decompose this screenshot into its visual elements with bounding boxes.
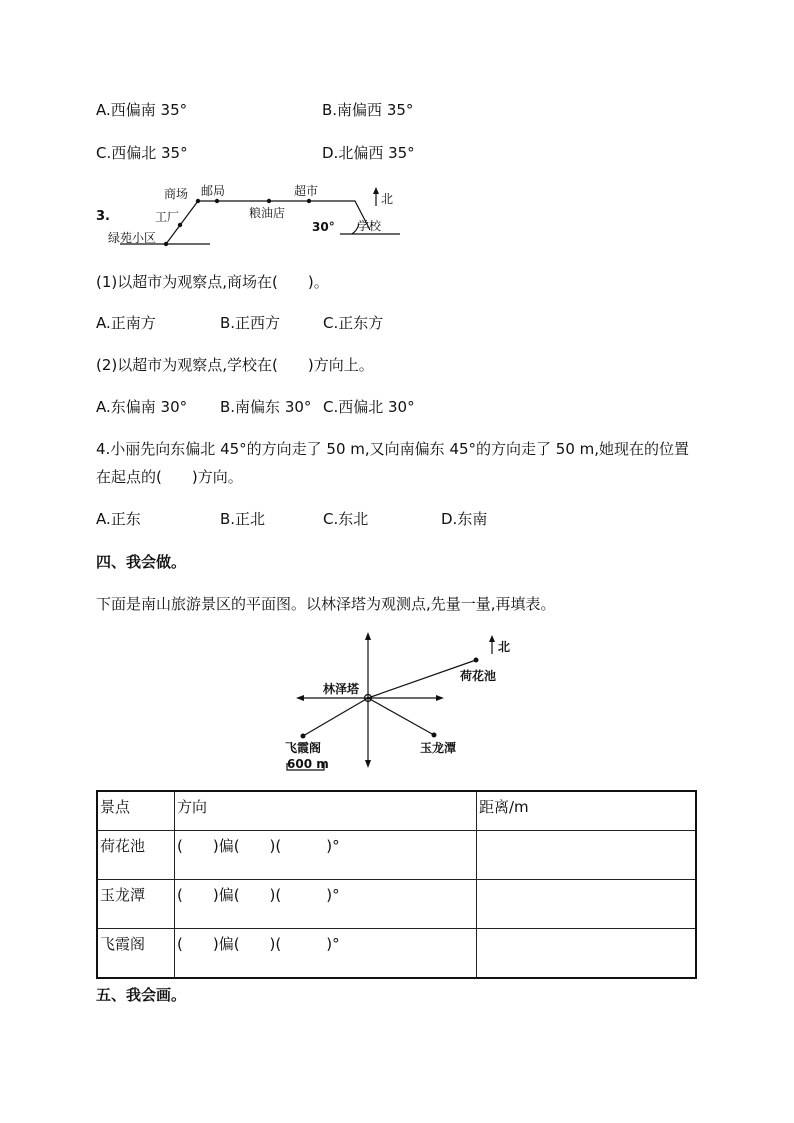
map-arrow-east [436, 695, 444, 701]
table-row [97, 831, 696, 880]
map-arrow-west [296, 695, 304, 701]
q2-option-b: B.南偏西 35° [322, 101, 414, 119]
row-spot: 荷花池 [97, 831, 175, 880]
map-label-north: 北 [498, 640, 511, 654]
map-label-feixiage: 飞霞阁 [285, 741, 322, 755]
q3-dot-shangchang [196, 199, 200, 203]
q3-label-north: 北 [381, 192, 394, 206]
q3-sub1-option-a: A.正南方 [96, 314, 156, 332]
row-spot: 玉龙潭 [97, 880, 175, 929]
q3-dot-liangyoudian [267, 199, 271, 203]
q4-text-line1: 4.小丽先向东偏北 45°的方向走了 50 m,又向南偏东 45°的方向走了 50 m,她现在的位置 [96, 440, 690, 458]
section5-title: 五、我会画。 [96, 986, 187, 1004]
q3-sub1-option-b: B.正西方 [220, 314, 281, 332]
answer-table [96, 790, 697, 979]
row-direction-blank[interactable]: ( )偏( )( )° [175, 929, 477, 979]
q3-sub2-option-c: C.西偏北 30° [323, 398, 415, 416]
row-distance-blank[interactable] [477, 831, 697, 880]
row-distance-blank[interactable] [477, 929, 697, 979]
map-ray-feixiage [303, 698, 368, 736]
q2-option-c: C.西偏北 35° [96, 144, 188, 162]
q3-sub2: (2)以超市为观察点,学校在( )方向上。 [96, 356, 374, 374]
header-spot: 景点 [97, 791, 175, 831]
q4-text-line2: 在起点的( )方向。 [96, 468, 243, 486]
q3-label-xuexiao: 学校 [357, 219, 382, 233]
q3-label-angle: 30° [312, 220, 335, 234]
table-row [97, 929, 696, 979]
row-direction-blank[interactable]: ( )偏( )( )° [175, 880, 477, 929]
section4-title: 四、我会做。 [96, 553, 187, 571]
q3-north-arrowhead [373, 187, 379, 194]
map-dot-feixiage [301, 734, 306, 739]
row-distance-blank[interactable] [477, 880, 697, 929]
q3-dot-youju [215, 199, 219, 203]
q3-label-gongchang: 工厂 [155, 210, 180, 224]
q4-option-c: C.东北 [323, 510, 369, 528]
q4-option-a: A.正东 [96, 510, 141, 528]
map-label-linzeta: 林泽塔 [323, 682, 360, 696]
q3-route-map [0, 0, 794, 260]
q3-sub2-option-a: A.东偏南 30° [96, 398, 188, 416]
section4-intro: 下面是南山旅游景区的平面图。以林泽塔为观测点,先量一量,再填表。 [96, 595, 556, 613]
map-ray-yulongtan [368, 698, 434, 735]
map-dot-yulongtan [432, 733, 437, 738]
row-spot: 飞霞阁 [97, 929, 175, 979]
q3-label-lvyuan: 绿苑小区 [108, 231, 157, 245]
q3-label-liangyoudian: 粮油店 [249, 206, 286, 220]
map-center-dot [367, 697, 369, 699]
q3-dot-lvyuan [164, 242, 168, 246]
map-label-hehuachi: 荷花池 [460, 669, 497, 683]
map-label-yulongtan: 玉龙潭 [420, 741, 457, 755]
q3-dot-chaoshi [307, 199, 311, 203]
q2-option-d: D.北偏西 35° [322, 144, 415, 162]
q3-label-shangchang: 商场 [164, 187, 189, 201]
q3-label-chaoshi: 超市 [294, 184, 319, 198]
map-dot-hehuachi [474, 658, 479, 663]
q3-sub2-option-b: B.南偏东 30° [220, 398, 312, 416]
row-direction-blank[interactable]: ( )偏( )( )° [175, 831, 477, 880]
q4-option-b: B.正北 [220, 510, 266, 528]
q3-sub1-option-c: C.正东方 [323, 314, 384, 332]
q3-sub1: (1)以超市为观察点,商场在( )。 [96, 273, 329, 291]
q3-number: 3. [96, 209, 110, 224]
q3-label-youju: 邮局 [201, 184, 226, 198]
table-header-row [97, 791, 696, 831]
scenic-area-map [0, 620, 794, 780]
header-direction: 方向 [175, 791, 477, 831]
map-arrow-north [365, 632, 371, 640]
header-distance: 距离/m [477, 791, 697, 831]
map-arrow-south [365, 760, 371, 768]
table-row [97, 880, 696, 929]
q2-option-a: A.西偏南 35° [96, 101, 188, 119]
map-label-scale: 600 m [287, 757, 329, 771]
q4-option-d: D.东南 [441, 510, 488, 528]
map-north-arrowhead [489, 635, 495, 642]
